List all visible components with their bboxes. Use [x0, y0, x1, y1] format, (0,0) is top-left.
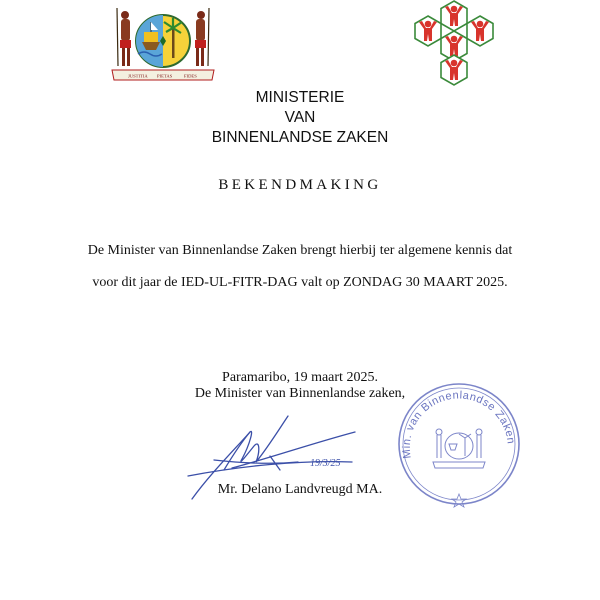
- person-hexagon-icon: [441, 55, 467, 85]
- handwritten-date: 19/3/25: [310, 458, 341, 469]
- ministry-line: MINISTERIE: [255, 89, 345, 106]
- left-supporter: [117, 8, 131, 66]
- ministry-line: VAN: [284, 109, 316, 126]
- body-text-line: voor dit jaar de IED-UL-FITR-DAG valt op ZONDAG 30 MAART 2025.: [92, 275, 508, 290]
- ministry-name: [0, 88, 600, 148]
- person-hexagon-icon: [441, 1, 467, 31]
- person-hexagon-icon: [415, 16, 441, 46]
- right-supporter: [195, 8, 209, 66]
- ministry-logo: [402, 0, 506, 86]
- signatory-name: Mr. Delano Landvreugd MA.: [217, 482, 383, 497]
- document-heading: BEKENDMAKING: [218, 177, 382, 193]
- motto-word: FIDES: [184, 73, 197, 79]
- ministry-line: BINNENLANDSE ZAKEN: [211, 129, 389, 146]
- coat-of-arms: [108, 4, 218, 84]
- signatory-title: De Minister van Binnenlandse zaken,: [194, 386, 406, 401]
- stamp-text: Min. van Binnenlandse Zaken: [400, 389, 517, 460]
- star-icon: [452, 494, 466, 507]
- place-date: Paramaribo, 19 maart 2025.: [222, 370, 378, 385]
- official-stamp: [393, 378, 525, 508]
- motto-word: PIETAS: [157, 73, 173, 79]
- body-text-line: De Minister van Binnenlandse Zaken brengt hierbij ter algemene kennis dat: [87, 243, 513, 258]
- motto-ribbon: [112, 70, 214, 80]
- motto-word: JUSTITIA: [128, 73, 148, 79]
- shield: [136, 15, 190, 67]
- person-hexagon-icon: [467, 16, 493, 46]
- stamp-emblem: [433, 429, 485, 468]
